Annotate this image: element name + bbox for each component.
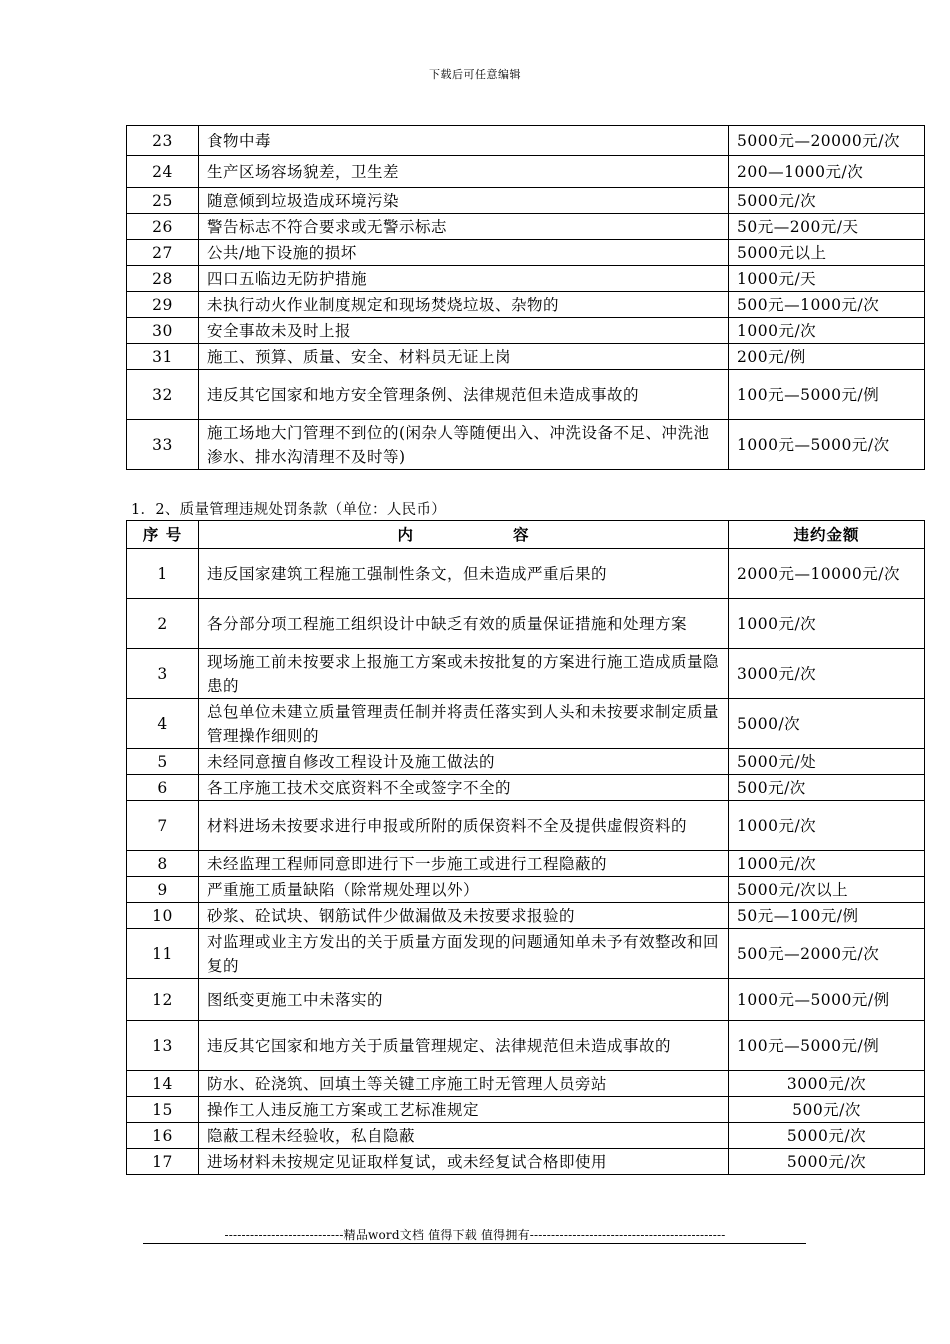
row-amount: 3000元/次 [729,1071,925,1097]
row-content: 施工场地大门管理不到位的(闲杂人等随便出入、冲洗设备不足、冲洗池渗水、排水沟清理不及时等) [199,420,729,470]
row-number: 32 [127,370,199,420]
header-content: 内 容 [199,521,729,549]
row-number: 11 [127,929,199,979]
row-amount: 5000元/次以上 [729,877,925,903]
table-row [127,979,925,1021]
row-number: 27 [127,240,199,266]
row-content: 图纸变更施工中未落实的 [199,979,729,1021]
table-row [127,801,925,851]
row-amount: 1000元/次 [729,318,925,344]
row-amount: 5000元—20000元/次 [729,126,925,156]
table-row [127,344,925,370]
row-content: 施工、预算、质量、安全、材料员无证上岗 [199,344,729,370]
table-header-row [127,521,925,549]
page-footer: ----------------------------精品word文档 值得下载 值得拥有---------------------------------------------- [224,1228,726,1242]
table-row [127,749,925,775]
row-amount: 3000元/次 [729,649,925,699]
row-amount: 1000元/天 [729,266,925,292]
row-number: 13 [127,1021,199,1071]
table-row [127,699,925,749]
row-content: 现场施工前未按要求上报施工方案或未按批复的方案进行施工造成质量隐患的 [199,649,729,699]
row-content: 违反国家建筑工程施工强制性条文，但未造成严重后果的 [199,549,729,599]
row-number: 15 [127,1097,199,1123]
row-amount: 5000元以上 [729,240,925,266]
table-row [127,929,925,979]
row-amount: 1000元—5000元/次 [729,420,925,470]
row-content: 违反其它国家和地方关于质量管理规定、法律规范但未造成事故的 [199,1021,729,1071]
header-no: 序 号 [127,521,199,549]
row-amount: 50元—100元/例 [729,903,925,929]
row-content: 安全事故未及时上报 [199,318,729,344]
row-amount: 2000元—10000元/次 [729,549,925,599]
page-header-note: 下载后可任意编辑 [429,68,521,81]
row-number: 30 [127,318,199,344]
row-number: 6 [127,775,199,801]
row-content: 食物中毒 [199,126,729,156]
row-number: 25 [127,188,199,214]
row-amount: 5000元/次 [729,1149,925,1175]
row-amount: 1000元—5000元/例 [729,979,925,1021]
row-amount: 1000元/次 [729,599,925,649]
row-number: 28 [127,266,199,292]
row-number: 31 [127,344,199,370]
section-title: 1．2、质量管理违规处罚条款（单位：人民币） [131,502,447,518]
row-number: 4 [127,699,199,749]
row-amount: 50元—200元/天 [729,214,925,240]
row-number: 10 [127,903,199,929]
row-content: 未经同意擅自修改工程设计及施工做法的 [199,749,729,775]
table-row [127,214,925,240]
table-row [127,649,925,699]
row-amount: 500元/次 [729,1097,925,1123]
row-number: 29 [127,292,199,318]
row-amount: 500元/次 [729,775,925,801]
table-row [127,1149,925,1175]
row-content: 操作工人违反施工方案或工艺标准规定 [199,1097,729,1123]
row-number: 16 [127,1123,199,1149]
row-content: 生产区场容场貌差，卫生差 [199,156,729,188]
row-content: 对监理或业主方发出的关于质量方面发现的问题通知单未予有效整改和回复的 [199,929,729,979]
table-row [127,292,925,318]
row-number: 2 [127,599,199,649]
row-number: 26 [127,214,199,240]
row-content: 公共/地下设施的损坏 [199,240,729,266]
table-row [127,775,925,801]
row-number: 17 [127,1149,199,1175]
row-content: 严重施工质量缺陷（除常规处理以外） [199,877,729,903]
row-amount: 5000/次 [729,699,925,749]
footer-divider [143,1243,806,1244]
row-amount: 100元—5000元/例 [729,1021,925,1071]
row-content: 警告标志不符合要求或无警示标志 [199,214,729,240]
row-content: 未执行动火作业制度规定和现场焚烧垃圾、杂物的 [199,292,729,318]
row-number: 8 [127,851,199,877]
row-amount: 500元—2000元/次 [729,929,925,979]
row-number: 9 [127,877,199,903]
table-row [127,318,925,344]
row-content: 进场材料未按规定见证取样复试，或未经复试合格即使用 [199,1149,729,1175]
row-number: 23 [127,126,199,156]
row-content: 各工序施工技术交底资料不全或签字不全的 [199,775,729,801]
row-amount: 500元—1000元/次 [729,292,925,318]
row-number: 24 [127,156,199,188]
table-row [127,1071,925,1097]
row-number: 7 [127,801,199,851]
table-row [127,188,925,214]
row-amount: 1000元/次 [729,851,925,877]
table-row [127,240,925,266]
row-content: 随意倾到垃圾造成环境污染 [199,188,729,214]
table-row [127,851,925,877]
row-amount: 100元—5000元/例 [729,370,925,420]
table-row [127,903,925,929]
table-row [127,370,925,420]
row-number: 12 [127,979,199,1021]
row-content: 防水、砼浇筑、回填土等关键工序施工时无管理人员旁站 [199,1071,729,1097]
row-amount: 5000元/次 [729,1123,925,1149]
row-number: 33 [127,420,199,470]
row-amount: 1000元/次 [729,801,925,851]
table-row [127,266,925,292]
row-number: 14 [127,1071,199,1097]
row-content: 四口五临边无防护措施 [199,266,729,292]
table-row [127,1123,925,1149]
row-content: 砂浆、砼试块、钢筋试件少做漏做及未按要求报验的 [199,903,729,929]
row-amount: 200—1000元/次 [729,156,925,188]
table-row [127,1021,925,1071]
row-amount: 5000元/处 [729,749,925,775]
row-content: 总包单位未建立质量管理责任制并将责任落实到人头和未按要求制定质量管理操作细则的 [199,699,729,749]
table-row [127,599,925,649]
table-row [127,1097,925,1123]
row-content: 隐蔽工程未经验收，私自隐蔽 [199,1123,729,1149]
row-content: 违反其它国家和地方安全管理条例、法律规范但未造成事故的 [199,370,729,420]
quality-penalty-table [126,520,925,1175]
row-content: 未经监理工程师同意即进行下一步施工或进行工程隐蔽的 [199,851,729,877]
row-content: 材料进场未按要求进行申报或所附的质保资料不全及提供虚假资料的 [199,801,729,851]
row-number: 5 [127,749,199,775]
table-row [127,877,925,903]
table-row [127,126,925,156]
row-amount: 5000元/次 [729,188,925,214]
table-row [127,420,925,470]
header-amount: 违约金额 [729,521,925,549]
safety-penalty-table [126,125,925,470]
row-number: 1 [127,549,199,599]
row-content: 各分部分项工程施工组织设计中缺乏有效的质量保证措施和处理方案 [199,599,729,649]
table-row [127,156,925,188]
table-row [127,549,925,599]
row-number: 3 [127,649,199,699]
row-amount: 200元/例 [729,344,925,370]
